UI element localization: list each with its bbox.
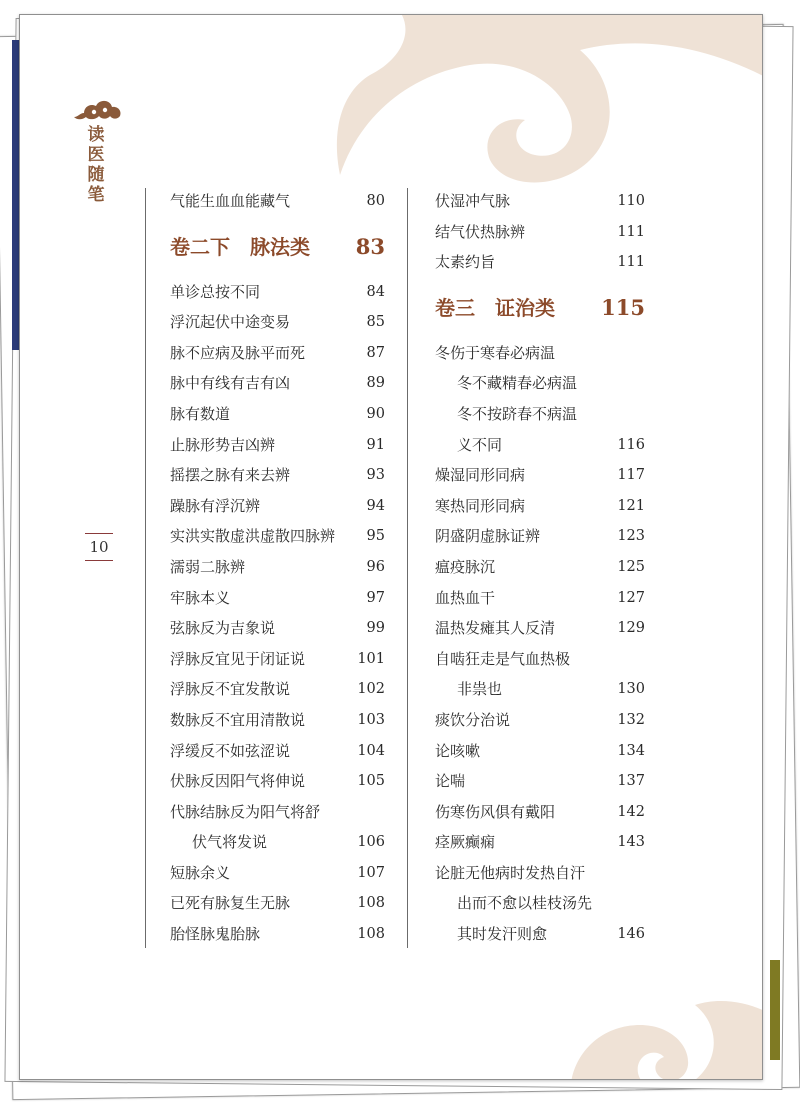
entry-title: 瘟疫脉沉 bbox=[435, 557, 496, 576]
toc-chapter-heading bbox=[435, 278, 645, 338]
entry-title: 论咳嗽 bbox=[435, 741, 481, 760]
entry-title: 短脉余义 bbox=[170, 863, 231, 882]
entry-title: 弦脉反为吉象说 bbox=[170, 619, 276, 638]
entry-title: 血热血干 bbox=[435, 588, 496, 607]
entry-title: 冬不藏精春必病温 bbox=[457, 374, 578, 393]
toc-entry[interactable] bbox=[170, 613, 385, 644]
toc-entry[interactable] bbox=[435, 613, 645, 644]
entry-title: 已死有脉复生无脉 bbox=[170, 894, 291, 913]
toc-entry[interactable] bbox=[170, 277, 385, 308]
toc-entry[interactable] bbox=[435, 797, 645, 828]
running-head bbox=[86, 125, 106, 205]
toc-entry[interactable] bbox=[435, 247, 645, 278]
left-column-rule bbox=[145, 188, 146, 948]
entry-title: 躁脉有浮沉辨 bbox=[170, 496, 261, 515]
toc-entry[interactable] bbox=[435, 888, 645, 919]
entry-page: 87 bbox=[366, 344, 385, 361]
entry-title: 牢脉本义 bbox=[170, 588, 231, 607]
toc-entry[interactable] bbox=[435, 766, 645, 797]
entry-page: 84 bbox=[366, 283, 385, 300]
entry-title: 伏脉反因阳气将伸说 bbox=[170, 772, 306, 791]
entry-title: 气能生血血能藏气 bbox=[170, 192, 291, 210]
page-number-text: 10 bbox=[89, 538, 109, 556]
chapter-page: 83 bbox=[355, 233, 385, 259]
toc-right-column bbox=[435, 186, 645, 950]
running-head-char: 随 bbox=[87, 165, 105, 185]
entry-title: 脉不应病及脉平而死 bbox=[170, 343, 306, 362]
entry-page: 125 bbox=[617, 558, 645, 575]
entry-title: 论喘 bbox=[435, 772, 466, 791]
entry-page: 89 bbox=[366, 375, 385, 392]
entry-page: 108 bbox=[357, 926, 385, 943]
toc-entry[interactable] bbox=[170, 430, 385, 461]
entry-page: 110 bbox=[617, 193, 645, 209]
entry-page: 90 bbox=[366, 405, 385, 422]
entry-title: 太素约旨 bbox=[435, 253, 496, 272]
toc-entry[interactable] bbox=[435, 827, 645, 858]
running-head-char: 医 bbox=[87, 145, 105, 165]
entry-title: 代脉结脉反为阳气将舒 bbox=[170, 802, 321, 821]
toc-entry[interactable] bbox=[435, 368, 645, 399]
entry-page: 94 bbox=[366, 497, 385, 514]
entry-page: 117 bbox=[617, 467, 645, 484]
toc-entry[interactable] bbox=[435, 674, 645, 705]
entry-title: 摇摆之脉有来去辨 bbox=[170, 466, 291, 485]
entry-title: 伤寒伤风俱有戴阳 bbox=[435, 802, 556, 821]
entry-page: 143 bbox=[617, 834, 645, 851]
entry-title: 濡弱二脉辨 bbox=[170, 557, 246, 576]
entry-title: 自啮狂走是气血热极 bbox=[435, 649, 571, 668]
entry-title: 数脉反不宜用清散说 bbox=[170, 710, 306, 729]
entry-title: 实洪实散虚洪虚散四脉辨 bbox=[170, 527, 336, 546]
toc-entry[interactable] bbox=[170, 368, 385, 399]
chapter-title: 卷三 证治类 bbox=[435, 295, 555, 320]
entry-page: 142 bbox=[617, 803, 645, 820]
toc-entry[interactable] bbox=[170, 674, 385, 705]
toc-entry[interactable] bbox=[435, 430, 645, 461]
entry-title: 寒热同形同病 bbox=[435, 496, 526, 515]
entry-page: 127 bbox=[617, 589, 645, 606]
toc-entry[interactable] bbox=[435, 583, 645, 614]
entry-title: 止脉形势吉凶辨 bbox=[170, 435, 276, 454]
entry-title: 阴盛阴虚脉证辨 bbox=[435, 527, 541, 546]
entry-page: 137 bbox=[617, 773, 645, 790]
book-page bbox=[19, 14, 763, 1080]
entry-page: 93 bbox=[366, 467, 385, 484]
toc-entry[interactable] bbox=[435, 705, 645, 736]
toc-entry[interactable] bbox=[170, 858, 385, 889]
cloud-ornament-top bbox=[320, 14, 763, 195]
entry-title: 伏湿冲气脉 bbox=[435, 192, 511, 210]
toc-entry[interactable] bbox=[435, 919, 645, 950]
running-head-char: 读 bbox=[87, 125, 105, 145]
entry-title: 非祟也 bbox=[457, 680, 503, 699]
toc-entry[interactable] bbox=[170, 705, 385, 736]
right-column-rule bbox=[407, 188, 408, 948]
toc-entry[interactable] bbox=[435, 217, 645, 248]
entry-page: 132 bbox=[617, 711, 645, 728]
entry-page: 108 bbox=[357, 895, 385, 912]
entry-page: 95 bbox=[366, 528, 385, 545]
toc-entry[interactable] bbox=[170, 919, 385, 950]
entry-page: 102 bbox=[357, 681, 385, 698]
entry-title: 冬不按跻春不病温 bbox=[457, 404, 578, 423]
toc-entry[interactable] bbox=[435, 736, 645, 767]
toc-entry[interactable] bbox=[170, 399, 385, 430]
toc-entry[interactable] bbox=[170, 644, 385, 675]
entry-title: 浮脉反不宜发散说 bbox=[170, 680, 291, 699]
entry-page: 80 bbox=[366, 193, 385, 209]
entry-title: 燥湿同形同病 bbox=[435, 466, 526, 485]
toc-entry[interactable] bbox=[170, 766, 385, 797]
entry-page: 97 bbox=[366, 589, 385, 606]
entry-page: 106 bbox=[357, 834, 385, 851]
entry-page: 85 bbox=[366, 314, 385, 331]
toc-entry[interactable] bbox=[170, 888, 385, 919]
entry-title: 痉厥癫痫 bbox=[435, 833, 496, 852]
toc-entry[interactable] bbox=[435, 521, 645, 552]
page-number bbox=[84, 533, 114, 561]
entry-page: 121 bbox=[617, 497, 645, 514]
toc-entry[interactable] bbox=[435, 491, 645, 522]
cloud-ornament-bottom bbox=[560, 965, 763, 1080]
toc-entry[interactable] bbox=[435, 186, 645, 217]
toc-entry[interactable] bbox=[435, 858, 645, 889]
entry-title: 脉中有线有吉有凶 bbox=[170, 374, 291, 393]
entry-page: 101 bbox=[357, 650, 385, 667]
entry-page: 103 bbox=[357, 711, 385, 728]
toc-entry[interactable] bbox=[170, 736, 385, 767]
entry-page: 104 bbox=[357, 742, 385, 759]
toc-entry[interactable] bbox=[170, 338, 385, 369]
chapter-page: 115 bbox=[601, 294, 645, 320]
entry-title: 痰饮分治说 bbox=[435, 710, 511, 729]
entry-title: 温热发瘫其人反清 bbox=[435, 619, 556, 638]
entry-title: 论脏无他病时发热自汗 bbox=[435, 863, 586, 882]
entry-page: 107 bbox=[357, 864, 385, 881]
entry-title: 胎怪脉鬼胎脉 bbox=[170, 925, 261, 944]
toc-entry[interactable] bbox=[170, 186, 385, 217]
toc-entry[interactable] bbox=[435, 399, 645, 430]
chapter-title: 卷二下 脉法类 bbox=[170, 234, 310, 259]
entry-title: 浮沉起伏中途变易 bbox=[170, 313, 291, 332]
toc-entry[interactable] bbox=[170, 307, 385, 338]
entry-page: 111 bbox=[617, 223, 645, 240]
entry-page: 91 bbox=[366, 436, 385, 453]
entry-page: 99 bbox=[366, 620, 385, 637]
toc-entry[interactable] bbox=[170, 460, 385, 491]
entry-title: 结气伏热脉辨 bbox=[435, 222, 526, 241]
entry-title: 浮脉反宜见于闭证说 bbox=[170, 649, 306, 668]
toc-chapter-heading bbox=[170, 217, 385, 277]
entry-page: 116 bbox=[617, 436, 645, 453]
toc-entry[interactable] bbox=[435, 460, 645, 491]
toc-entry[interactable] bbox=[170, 521, 385, 552]
entry-page: 130 bbox=[617, 681, 645, 698]
entry-page: 146 bbox=[617, 926, 645, 943]
entry-page: 96 bbox=[366, 558, 385, 575]
toc-left-column bbox=[170, 186, 385, 950]
entry-title: 浮缓反不如弦涩说 bbox=[170, 741, 291, 760]
entry-page: 111 bbox=[617, 254, 645, 271]
entry-title: 出而不愈以桂枝汤先 bbox=[457, 894, 593, 913]
toc-entry[interactable] bbox=[170, 552, 385, 583]
cloud-logo-icon bbox=[72, 93, 124, 123]
cover-edge-olive bbox=[770, 960, 780, 1060]
entry-title: 伏气将发说 bbox=[192, 833, 268, 852]
toc-entry[interactable] bbox=[435, 338, 645, 369]
entry-page: 134 bbox=[617, 742, 645, 759]
entry-title: 义不同 bbox=[457, 435, 503, 454]
entry-title: 脉有数道 bbox=[170, 404, 231, 423]
toc-entry[interactable] bbox=[435, 644, 645, 675]
toc-entry[interactable] bbox=[170, 491, 385, 522]
entry-title: 其时发汗则愈 bbox=[457, 925, 548, 944]
toc-entry[interactable] bbox=[170, 827, 385, 858]
entry-title: 单诊总按不同 bbox=[170, 282, 261, 301]
entry-page: 129 bbox=[617, 620, 645, 637]
entry-page: 123 bbox=[617, 528, 645, 545]
entry-page: 105 bbox=[357, 773, 385, 790]
toc-entry[interactable] bbox=[435, 552, 645, 583]
toc-entry[interactable] bbox=[170, 797, 385, 828]
toc-entry[interactable] bbox=[170, 583, 385, 614]
entry-title: 冬伤于寒春必病温 bbox=[435, 343, 556, 362]
running-head-char: 笔 bbox=[87, 185, 105, 205]
